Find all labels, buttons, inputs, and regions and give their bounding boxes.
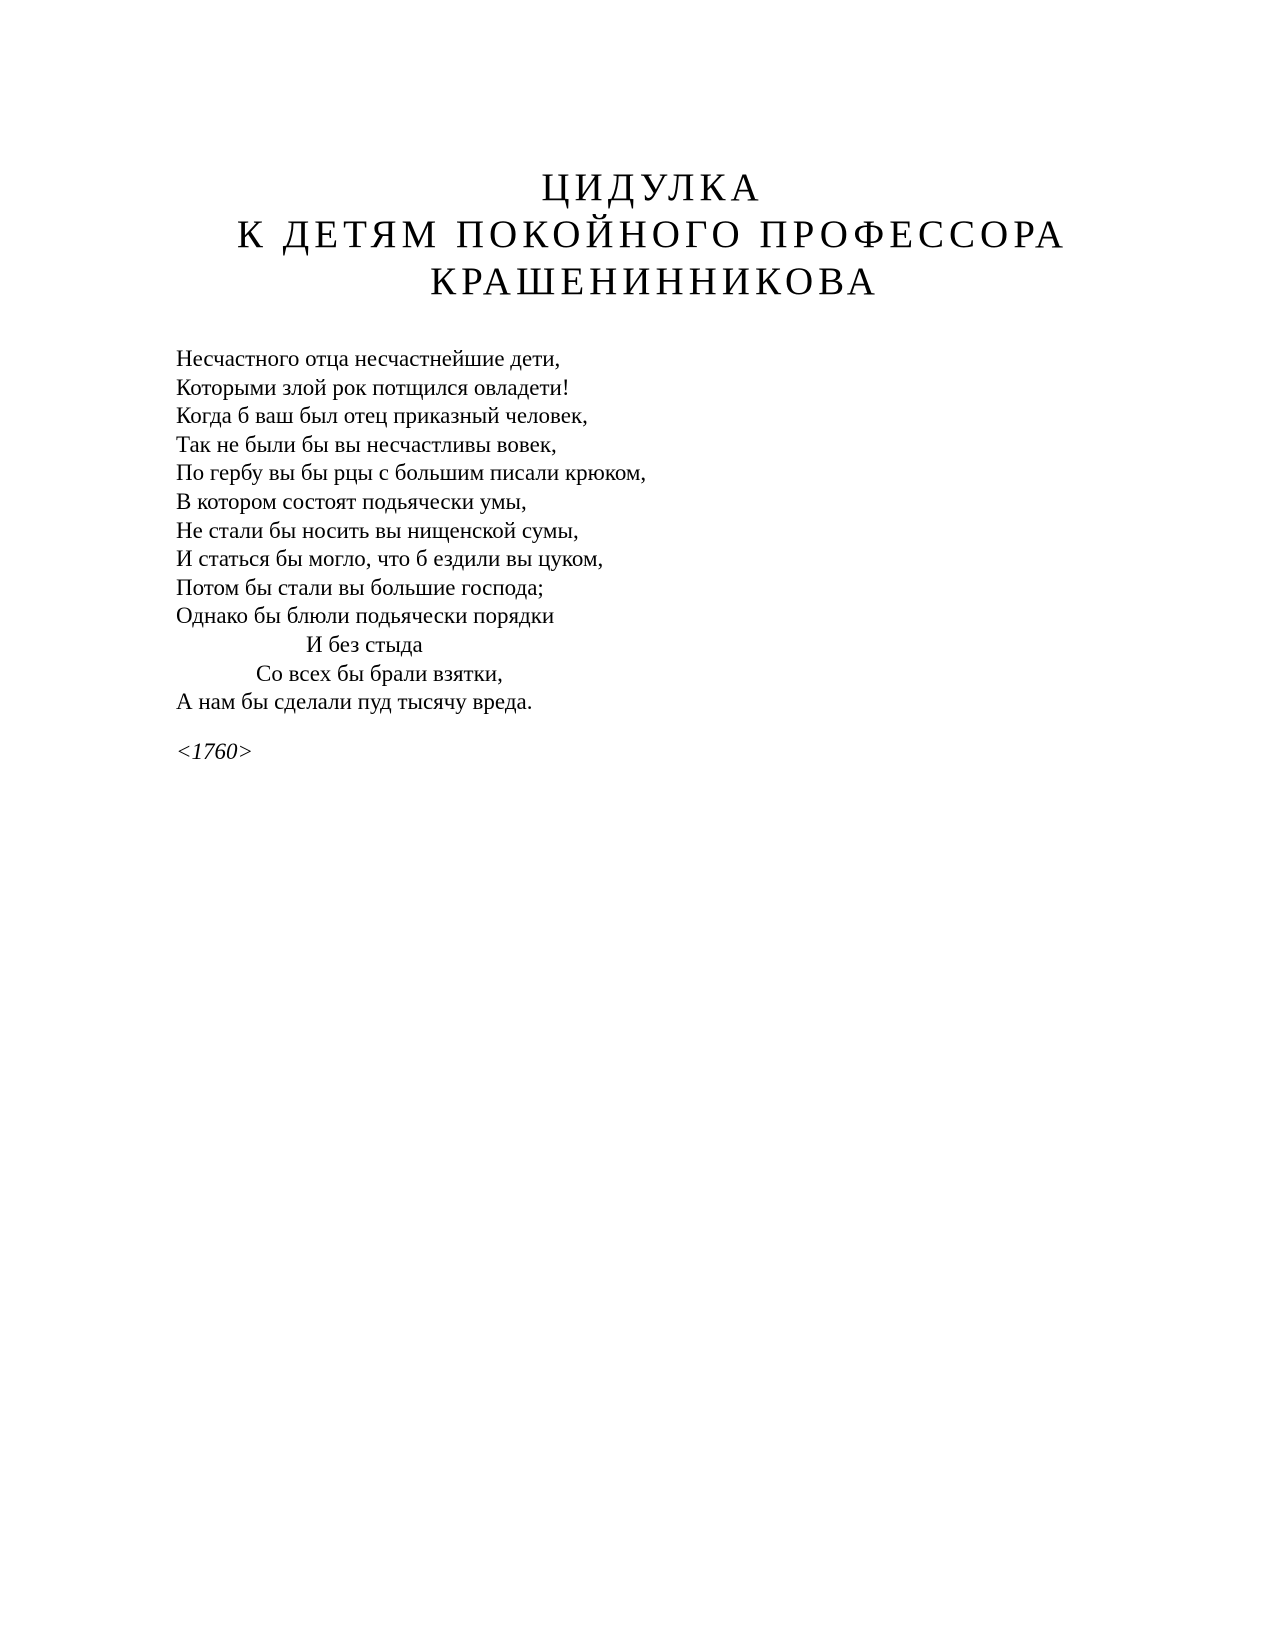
poem-line: Когда б ваш был отец приказный человек, xyxy=(176,403,588,429)
poem-line: По гербу вы бы рцы с большим писали крюком, xyxy=(176,460,647,486)
poem-line: И статься бы могло, что б ездили вы цуком, xyxy=(176,546,604,572)
poem-line: Потом бы стали вы большие господа; xyxy=(176,574,544,600)
poem-line: Несчастного отца несчастнейшие дети, xyxy=(176,346,561,371)
title-line-2: К ДЕТЯМ ПОКОЙНОГО ПРОФЕССОРА xyxy=(236,213,1069,256)
poem-line: В котором состоят подьячески умы, xyxy=(176,488,527,514)
title-line-3: КРАШЕНИННИКОВА xyxy=(430,260,880,303)
poem-line: А нам бы сделали пуд тысячу вреда. xyxy=(176,689,533,715)
poem-line-indented: Со всех бы брали взятки, xyxy=(256,660,503,686)
title-line-1: ЦИДУЛКА xyxy=(541,166,764,209)
poem-line: Однако бы блюли подьячески порядки xyxy=(176,603,555,629)
poem-title xyxy=(0,164,1275,305)
poem-line: Не стали бы носить вы нищенской сумы, xyxy=(176,517,579,543)
poem-date: <1760> xyxy=(176,739,254,764)
poem-line-indented: И без стыда xyxy=(306,631,423,657)
poem-line: Которыми злой рок потщился овладети! xyxy=(176,374,570,400)
poem-line: Так не были бы вы несчастливы вовек, xyxy=(176,431,557,457)
poem-body xyxy=(176,345,646,717)
